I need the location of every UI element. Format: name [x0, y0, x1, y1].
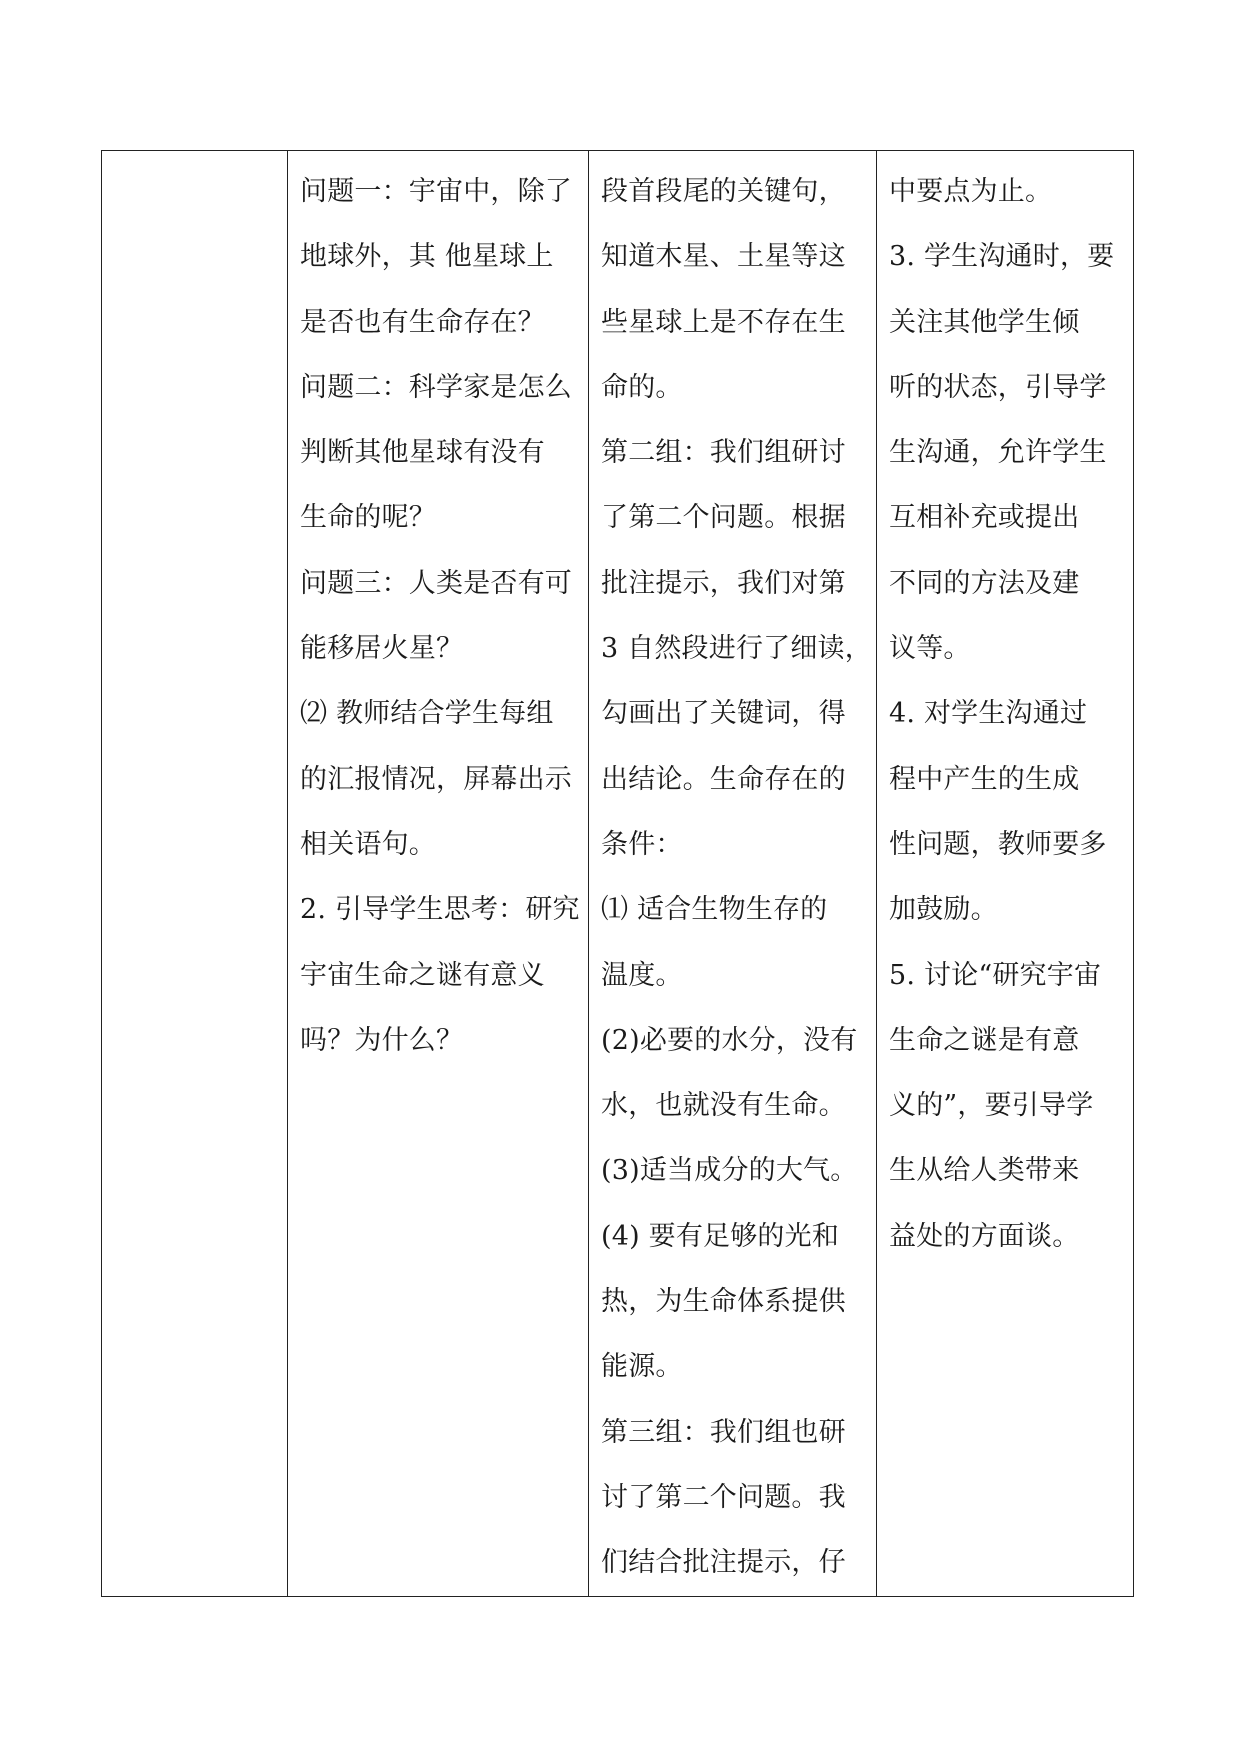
text-line: 互相补充或提出: [889, 502, 1080, 534]
text-line: 听的状态，引导学: [889, 371, 1107, 403]
text-line: 了第二个问题。根据: [601, 502, 846, 534]
text-line: 问题二：科学家是怎么: [300, 371, 572, 403]
text-line: 判断其他星球有没有: [300, 437, 545, 469]
text-line: 地球外，其 他星球上: [300, 241, 554, 273]
text-line: 关注其他学生倾: [889, 306, 1080, 338]
cell-col2-lines: [288, 151, 588, 1073]
text-line: 批注提示，我们对第: [601, 567, 846, 599]
text-line: 水，也就没有生命。: [601, 1090, 846, 1122]
text-line: 知道木星、土星等这: [601, 241, 846, 273]
text-line: (4) 要有足够的光和: [601, 1220, 840, 1252]
text-line: 们结合批注提示，仔: [601, 1547, 846, 1579]
text-line: 5. 讨论“研究宇宙: [889, 959, 1102, 991]
text-line: 问题三：人类是否有可: [300, 567, 572, 599]
table-cell-col2: [288, 151, 589, 1597]
text-line: 能源。: [601, 1351, 683, 1383]
text-line: 吗？为什么？: [300, 1024, 464, 1056]
text-line: ⑵ 教师结合学生每组: [300, 698, 554, 730]
text-line: 段首段尾的关键句，: [601, 176, 846, 207]
text-line: 生沟通，允许学生: [889, 437, 1107, 469]
text-line: 性问题，教师要多: [889, 828, 1107, 860]
text-line: 问题一：宇宙中，除了: [300, 176, 572, 207]
text-line: 2. 引导学生思考：研究: [300, 894, 580, 926]
cell-col1-lines: [102, 151, 287, 159]
text-line: 义的”，要引导学: [889, 1090, 1094, 1122]
text-line: 益处的方面谈。: [889, 1220, 1080, 1252]
text-line: 是否也有生命存在？: [300, 306, 545, 338]
text-line: 4. 对学生沟通过: [889, 698, 1088, 730]
text-line: 热，为生命体系提供: [601, 1286, 846, 1318]
text-line: 中要点为止。: [889, 176, 1053, 207]
text-line: 不同的方法及建: [889, 567, 1080, 599]
table-cell-col3: [589, 151, 877, 1597]
text-line: ⑴ 适合生物生存的: [601, 894, 828, 926]
text-line: (2)必要的水分，没有: [601, 1024, 858, 1056]
table-cell-col4: [877, 151, 1134, 1597]
cell-col3-lines: [589, 151, 876, 1596]
text-line: 加鼓励。: [889, 894, 998, 926]
text-line: 出结论。生命存在的: [601, 763, 846, 795]
text-line: 议等。: [889, 633, 971, 665]
text-line: 生从给人类带来: [889, 1155, 1080, 1187]
text-line: 能移居火星？: [300, 633, 464, 665]
text-line: 的汇报情况，屏幕出示: [300, 763, 572, 795]
text-line: 些星球上是不存在生: [601, 306, 846, 338]
table-row: [102, 151, 1134, 1597]
text-line: 条件：: [601, 828, 683, 860]
text-line: 生命之谜是有意: [889, 1024, 1080, 1056]
text-line: 温度。: [601, 959, 683, 991]
text-line: 勾画出了关键词，得: [601, 698, 846, 730]
text-line: 第二组：我们组研讨: [601, 437, 846, 469]
text-line: 宇宙生命之谜有意义: [300, 959, 545, 991]
text-line: 相关语句。: [300, 828, 436, 860]
text-line: (3)适当成分的大气。: [601, 1155, 858, 1187]
text-line: 3 自然段进行了细读，: [601, 633, 872, 665]
text-line: 讨了第二个问题。我: [601, 1481, 846, 1513]
cell-col4-lines: [877, 151, 1133, 1269]
text-line: 3. 学生沟通时，要: [889, 241, 1115, 273]
text-line: 命的。: [601, 371, 683, 403]
text-line: 程中产生的生成: [889, 763, 1080, 795]
text-line: 第三组：我们组也研: [601, 1416, 846, 1448]
table-cell-col1: [102, 151, 288, 1597]
lesson-plan-table: [101, 150, 1134, 1597]
text-line: 生命的呢？: [300, 502, 436, 534]
